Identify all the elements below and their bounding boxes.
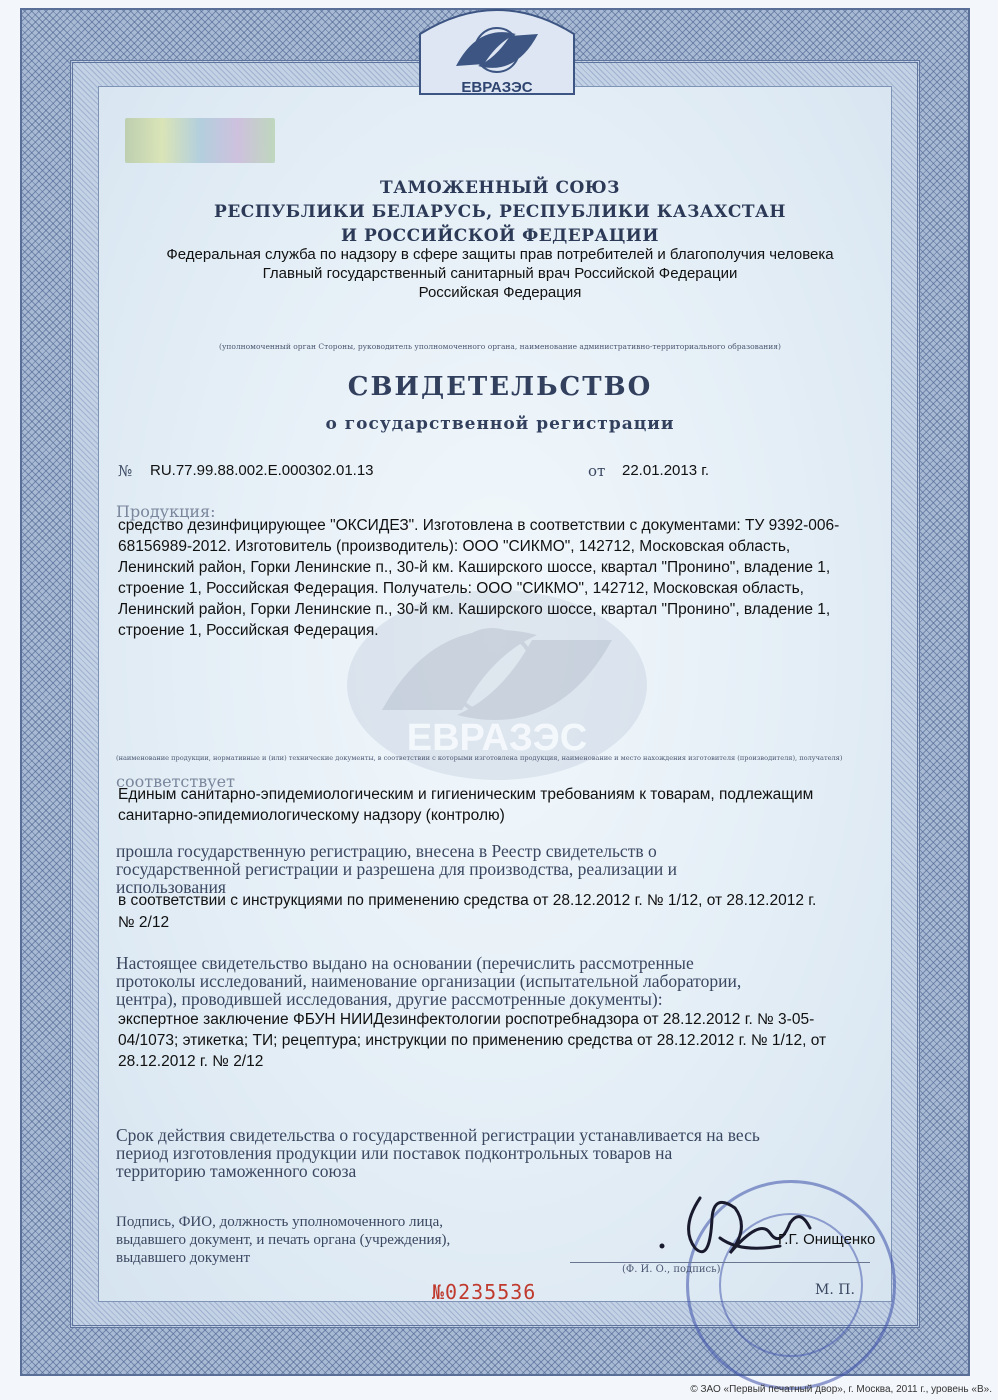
registration-number: RU.77.99.88.002.Е.000302.01.13 bbox=[150, 462, 374, 479]
validity-line: Срок действия свидетельства о государственной регистрации устанавливается на весь bbox=[116, 1125, 760, 1145]
evrazes-watermark bbox=[342, 590, 652, 800]
authority-caption: (уполномоченный орган Стороны, руководитель уполномоченного органа, наименование административно-территориального образования) bbox=[219, 342, 781, 351]
product-line: средство дезинфицирующее "ОКСИДЕЗ". Изготовлена в соответствии с документами: ТУ 9392-006- bbox=[118, 517, 840, 534]
signature-caption-line: Подпись, ФИО, должность уполномоченного лица, bbox=[116, 1214, 443, 1230]
header-union: ТАМОЖЕННЫЙ СОЮЗ bbox=[380, 178, 620, 198]
conformity-line: Единым санитарно-эпидемиологическим и гигиеническим требованиям к товарам, подлежащим bbox=[118, 786, 814, 803]
basis-fill: экспертное заключение ФБУН НИИДезинфектологии роспотребнадзора от 28.12.2012 г. № 3-05- bbox=[118, 1011, 815, 1028]
signature-line bbox=[570, 1262, 870, 1263]
conformity-label: соответствует bbox=[116, 772, 235, 791]
registration-date: 22.01.2013 г. bbox=[622, 462, 710, 479]
product-label: Продукция: bbox=[116, 502, 216, 521]
signature-caption-line: выдавшего документ, и печать органа (учреждения), bbox=[116, 1232, 451, 1248]
authority-line3: Российская Федерация bbox=[418, 284, 582, 301]
registered-fill: № 2/12 bbox=[118, 914, 170, 931]
printer-imprint: © ЗАО «Первый печатный двор», г. Москва, 2011 г., уровень «В». bbox=[690, 1384, 992, 1395]
hologram bbox=[125, 118, 275, 163]
product-line: Ленинский район, Горки Ленинские п., 30-й км. Каширского шоссе, квартал "Пронино", владение 1, bbox=[118, 601, 831, 618]
watermark-label: ЕВРАЗЭС bbox=[406, 717, 588, 759]
authority-line2: Главный государственный санитарный врач Российской Федерации bbox=[262, 265, 738, 282]
signer-name: Г.Г. Онищенко bbox=[778, 1231, 876, 1248]
product-caption: (наименование продукции, нормативные и (или) технические документы, в соответствии с которыми изготовлена продукция, наименование и место нахождения изготовителя (производителя), получателя) bbox=[116, 754, 843, 762]
registered-line: прошла государственную регистрацию, внесена в Реестр свидетельств о bbox=[116, 841, 657, 861]
basis-line: протоколы исследований, наименование организации (испытательной лаборатории, bbox=[116, 971, 742, 991]
certificate-subtitle: о государственной регистрации bbox=[325, 414, 675, 434]
basis-line: Настоящее свидетельство выдано на основании (перечислить рассмотренные bbox=[116, 953, 694, 973]
product-line: строение 1, Российская Федерация. Получатель: ООО "СИКМО", 142712, Московская область, bbox=[118, 580, 804, 597]
mp-label: М. П. bbox=[815, 1282, 855, 1298]
emblem-label: ЕВРАЗЭС bbox=[461, 79, 533, 96]
registered-line: использования bbox=[116, 877, 226, 897]
header-republics: РЕСПУБЛИКИ БЕЛАРУСЬ, РЕСПУБЛИКИ КАЗАХСТАН bbox=[214, 202, 786, 222]
conformity-line: санитарно-эпидемиологическому надзору (контролю) bbox=[118, 807, 505, 824]
basis-line: центра), проводившей исследования, другие рассмотренные документы): bbox=[116, 989, 663, 1009]
signature-caption-line: выдавшего документ bbox=[116, 1250, 251, 1266]
registered-fill: в соответствии с инструкциями по применению средства от 28.12.2012 г. № 1/12, от 28.12.2012 г. bbox=[118, 892, 817, 909]
certificate-title: СВИДЕТЕЛЬСТВО bbox=[347, 372, 653, 402]
fio-caption: (Ф. И. О., подпись) bbox=[622, 1264, 721, 1275]
evrazes-emblem bbox=[418, 4, 576, 108]
authority-line1: Федеральная служба по надзору в сфере защиты прав потребителей и благополучия человека bbox=[166, 246, 834, 263]
registered-line: государственной регистрации и разрешена для производства, реализации и bbox=[116, 859, 677, 879]
product-line: Ленинский район, Горки Ленинские п., 30-й км. Каширского шоссе, квартал "Пронино", владение 1, bbox=[118, 559, 831, 576]
product-line: 68156989-2012. Изготовитель (производитель): ООО "СИКМО", 142712, Московская область, bbox=[118, 538, 791, 555]
basis-fill: 04/1073; этикетка; ТИ; рецептура; инструкции по применению средства от 28.12.2012 г. № 1/12, от bbox=[118, 1032, 827, 1049]
product-line: строение 1, Российская Федерация. bbox=[118, 622, 379, 639]
serial-number: №0235536 bbox=[432, 1280, 537, 1304]
date-label: от bbox=[588, 462, 606, 480]
validity-line: территорию таможенного союза bbox=[116, 1161, 357, 1181]
validity-line: период изготовления продукции или поставок подконтрольных товаров на bbox=[116, 1143, 673, 1163]
basis-fill: 28.12.2012 г. № 2/12 bbox=[118, 1053, 264, 1070]
header-federation: И РОССИЙСКОЙ ФЕДЕРАЦИИ bbox=[341, 226, 659, 246]
number-label: № bbox=[118, 462, 133, 480]
